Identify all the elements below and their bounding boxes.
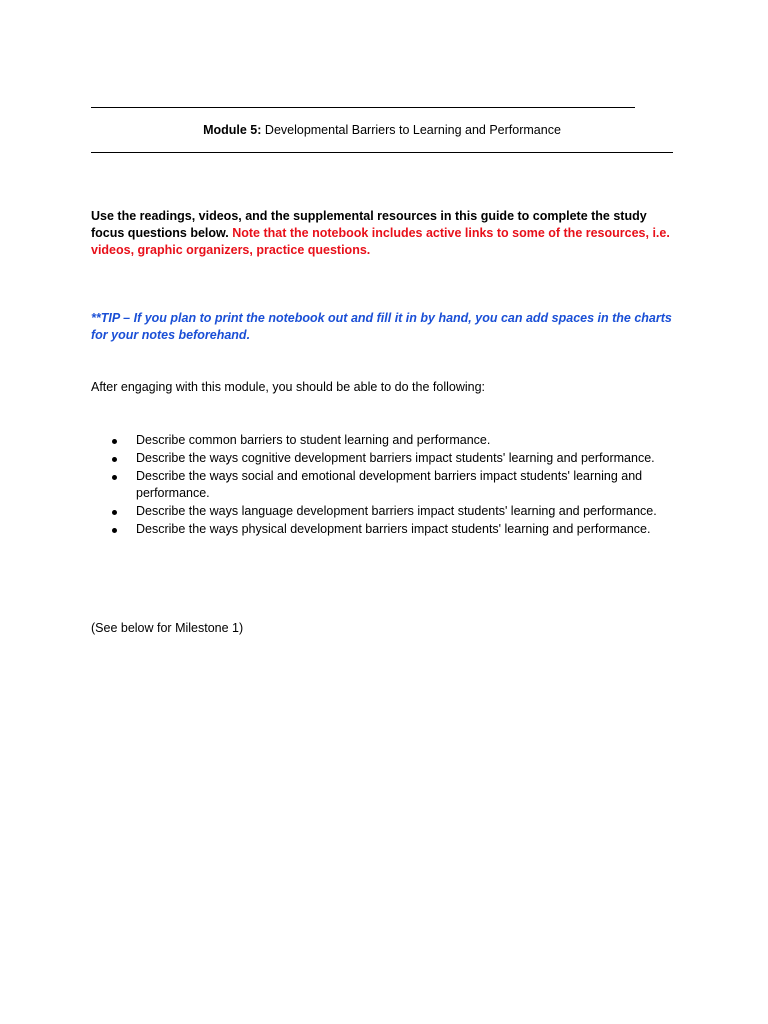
intro-paragraph: After engaging with this module, you should be able to do the following: — [91, 380, 486, 394]
bottom-divider-line — [91, 152, 673, 153]
objective-item — [91, 432, 681, 449]
objective-text: Describe the ways physical development barriers impact students' learning and performance. — [136, 522, 651, 536]
objective-text: Describe the ways cognitive development barriers impact students' learning and performance. — [136, 451, 655, 465]
objective-item — [91, 503, 681, 520]
instructions-paragraph — [91, 208, 681, 259]
bullet-icon — [112, 475, 117, 480]
module-heading — [91, 122, 673, 138]
tip-paragraph: **TIP – If you plan to print the notebook out and fill it in by hand, you can add spaces in the charts for your notes beforehand. — [91, 311, 672, 342]
bullet-icon — [112, 528, 117, 533]
bullet-icon — [112, 510, 117, 515]
module-number-label: Module 5: — [203, 123, 262, 137]
instructions-note-text: Note that the notebook includes active links to some of the resources, i.e. videos, graphic organizers, practice questions. — [91, 226, 670, 257]
milestone-note: (See below for Milestone 1) — [91, 621, 244, 635]
objective-item — [91, 468, 681, 502]
instructions-main-text: Use the readings, videos, and the supplemental resources in this guide to complete the study focus questions below. — [91, 209, 647, 240]
objective-item — [91, 521, 681, 538]
bullet-icon — [112, 457, 117, 462]
objective-text: Describe the ways social and emotional development barriers impact students' learning and performance. — [136, 469, 643, 500]
top-divider-line — [91, 107, 635, 108]
objective-text: Describe common barriers to student learning and performance. — [136, 433, 491, 447]
module-title: Developmental Barriers to Learning and Performance — [261, 123, 561, 137]
bullet-icon — [112, 439, 117, 444]
objective-text: Describe the ways language development barriers impact students' learning and performance. — [136, 504, 657, 518]
objective-item — [91, 450, 681, 467]
objectives-list — [91, 432, 681, 539]
